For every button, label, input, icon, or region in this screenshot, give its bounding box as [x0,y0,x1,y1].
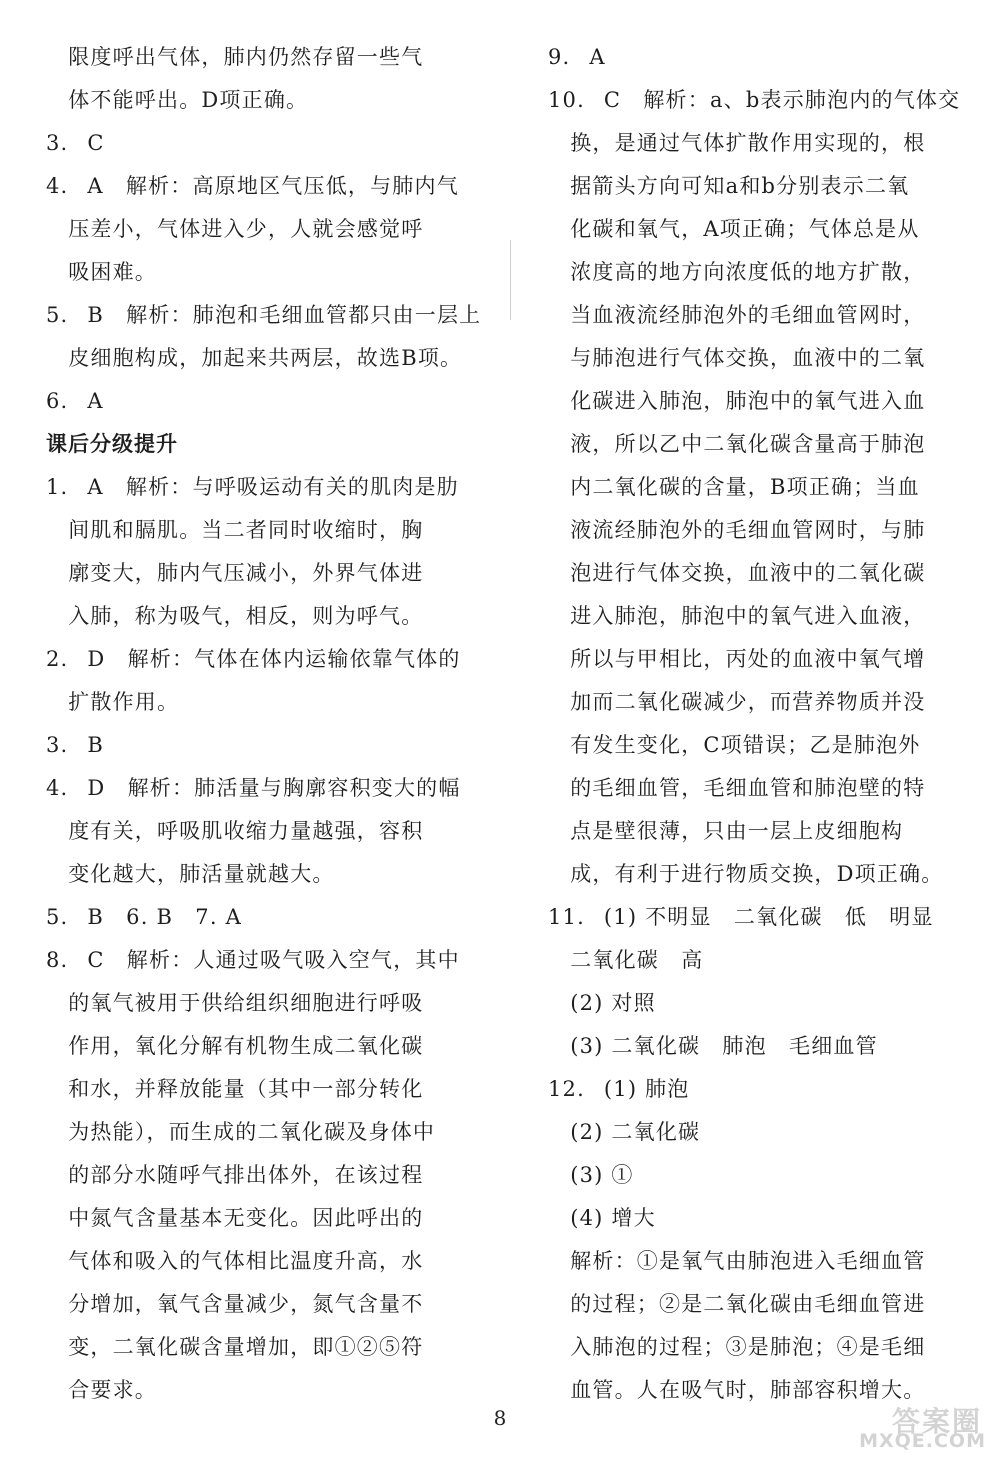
answer-line [46,251,476,294]
answer-line [46,638,476,681]
line-text: (2) 对照 [548,991,656,1015]
right-column [548,36,968,1412]
answer-line [46,1025,476,1068]
answer-line [46,380,476,423]
line-text: 气体和吸入的气体相比温度升高，水 [46,1249,424,1273]
answer-line [46,36,476,79]
line-text: (3) ① [548,1163,634,1187]
line-text: A 解析：高原地区气压低，与肺内气 [87,174,459,198]
line-text: 间肌和膈肌。当二者同时收缩时，胸 [46,518,424,542]
line-text: (3) 二氧化碳 肺泡 毛细血管 [548,1034,878,1058]
section-heading [46,423,476,466]
question-number: 12. [548,1077,585,1101]
answer-line [46,982,476,1025]
answer-line [548,1154,968,1197]
line-text: 当血液流经肺泡外的毛细血管网时， [548,303,926,327]
answer-line [46,165,476,208]
line-text: (4) 增大 [548,1206,656,1230]
page-spine-shadow [510,240,511,320]
line-text: 限度呼出气体，肺内仍然存留一些气 [46,45,424,69]
line-text: 合要求。 [46,1378,157,1402]
line-text: C 解析：人通过吸气吸入空气，其中 [87,948,460,972]
answer-line [548,1111,968,1154]
line-text: C [87,131,105,155]
line-text: 分增加，氧气含量减少，氮气含量不 [46,1292,424,1316]
answer-line [548,810,968,853]
answer-line [548,1283,968,1326]
answer-line [46,1154,476,1197]
answer-line [548,1025,968,1068]
answer-line [548,724,968,767]
answer-line [548,681,968,724]
answer-line [46,79,476,122]
line-text: 浓度高的地方向浓度低的地方扩散， [548,260,926,284]
answer-line [548,595,968,638]
line-text: 据箭头方向可知a和b分别表示二氧 [548,174,910,198]
left-column [46,36,482,1412]
watermark-logo-text: 答案圈 [891,1405,982,1438]
question-number: 1. [46,475,69,499]
line-text: 化碳和氧气，A项正确；气体总是从 [548,217,920,241]
answer-line [548,380,968,423]
answer-line [46,724,476,767]
question-number: 4. [46,174,69,198]
answer-line [46,595,476,638]
question-number: 5. [46,905,69,929]
answer-line [548,79,968,122]
line-text: (1) 肺泡 [603,1077,690,1101]
answer-line [46,122,476,165]
answer-line [46,853,476,896]
watermark-url: MXQE.COM [859,1430,986,1452]
answer-line [46,294,482,337]
answer-line [548,939,968,982]
answer-line [548,1197,968,1240]
line-text: 液流经肺泡外的毛细血管网时，与肺 [548,518,926,542]
answer-line [46,767,476,810]
line-text: (2) 二氧化碳 [548,1120,701,1144]
line-text: 的毛细血管，毛细血管和肺泡壁的特 [548,776,926,800]
line-text: 中氮气含量基本无变化。因此呼出的 [46,1206,424,1230]
line-text: 液，所以乙中二氧化碳含量高于肺泡 [548,432,926,456]
answer-line [548,1326,968,1369]
answer-line [46,552,476,595]
page-number: 8 [493,1406,507,1430]
answer-line [548,853,968,896]
line-text: B 6. B 7. A [87,905,242,929]
line-text: 廓变大，肺内气压减小，外界气体进 [46,561,424,585]
line-text: D 解析：肺活量与胸廓容积变大的幅 [87,776,461,800]
answer-line [46,681,476,724]
answer-line [548,294,968,337]
answer-line [548,251,968,294]
line-text: 化碳进入肺泡，肺泡中的氧气进入血 [548,389,926,413]
line-text: 扩散作用。 [46,690,180,714]
line-text: (1) 不明显 二氧化碳 低 明显 [603,905,934,929]
answer-line [46,939,476,982]
line-text: 与肺泡进行气体交换，血液中的二氧 [548,346,926,370]
line-text: C 解析：a、b表示肺泡内的气体交 [603,88,961,112]
line-text: 变化越大，肺活量就越大。 [46,862,335,886]
answer-line [46,1197,476,1240]
line-text: 成，有利于进行物质交换，D项正确。 [548,862,944,886]
line-text: 有发生变化，C项错误；乙是肺泡外 [548,733,921,757]
answer-line [548,552,968,595]
line-text: 课后分级提升 [46,432,178,456]
answer-line [46,337,476,380]
line-text: 为热能），而生成的二氧化碳及身体中 [46,1120,436,1144]
answer-line [548,337,968,380]
line-text: B [87,733,104,757]
line-text: 换，是通过气体扩散作用实现的，根 [548,131,926,155]
line-text: A [589,45,606,69]
answer-line [548,208,968,251]
answer-line [548,165,968,208]
question-number: 3. [46,733,69,757]
answer-line [46,466,476,509]
answer-line [46,1111,476,1154]
answer-line [548,466,968,509]
answer-line [548,982,968,1025]
line-text: 二氧化碳 高 [548,948,704,972]
question-number: 6. [46,389,69,413]
question-number: 5. [46,303,69,327]
answer-line [548,896,968,939]
line-text: 入肺，称为吸气，相反，则为呼气。 [46,604,424,628]
answer-line [46,896,476,939]
line-text: 度有关，呼吸肌收缩力量越强，容积 [46,819,424,843]
line-text: 解析：①是氧气由肺泡进入毛细血管 [548,1249,926,1273]
line-text: 吸困难。 [46,260,157,284]
line-text: 的过程；②是二氧化碳由毛细血管进 [548,1292,926,1316]
line-text: 血管。人在吸气时，肺部容积增大。 [548,1378,926,1402]
question-number: 9. [548,45,571,69]
line-text: 泡进行气体交换，血液中的二氧化碳 [548,561,926,585]
line-text: 变，二氧化碳含量增加，即①②⑤符 [46,1335,424,1359]
line-text: 作用，氧化分解有机物生成二氧化碳 [46,1034,424,1058]
question-number: 11. [548,905,585,929]
line-text: 点是壁很薄，只由一层上皮细胞构 [548,819,904,843]
question-number: 10. [548,88,585,112]
line-text: 入肺泡的过程；③是肺泡；④是毛细 [548,1335,926,1359]
answer-line [46,208,476,251]
answer-line [548,122,968,165]
answer-line [548,36,968,79]
answer-line [548,767,968,810]
answer-line [548,423,968,466]
line-text: B 解析：肺泡和毛细血管都只由一层上 [87,303,482,327]
answer-line [548,1240,968,1283]
line-text: D 解析：气体在体内运输依靠气体的 [87,647,461,671]
question-number: 8. [46,948,69,972]
question-number: 2. [46,647,69,671]
line-text: 所以与甲相比，丙处的血液中氧气增 [548,647,926,671]
line-text: 内二氧化碳的含量，B项正确；当血 [548,475,920,499]
answer-line [46,1240,476,1283]
answer-line [548,509,968,552]
answer-line [46,1283,476,1326]
answer-line [548,638,968,681]
answer-line [548,1068,968,1111]
answer-line [46,1326,476,1369]
question-number: 4. [46,776,69,800]
answer-line [46,1068,476,1111]
line-text: 进入肺泡，肺泡中的氧气进入血液， [548,604,926,628]
line-text: 和水，并释放能量（其中一部分转化 [46,1077,424,1101]
answer-line [46,509,476,552]
line-text: 皮细胞构成，加起来共两层，故选B项。 [46,346,463,370]
line-text: A [87,389,104,413]
question-number: 3. [46,131,69,155]
line-text: 的部分水随呼气排出体外，在该过程 [46,1163,424,1187]
line-text: 压差小，气体进入少，人就会感觉呼 [46,217,424,241]
line-text: A 解析：与呼吸运动有关的肌肉是肋 [87,475,459,499]
line-text: 体不能呼出。D项正确。 [46,88,309,112]
answer-line [46,810,476,853]
line-text: 加而二氧化碳减少，而营养物质并没 [548,690,926,714]
line-text: 的氧气被用于供给组织细胞进行呼吸 [46,991,424,1015]
